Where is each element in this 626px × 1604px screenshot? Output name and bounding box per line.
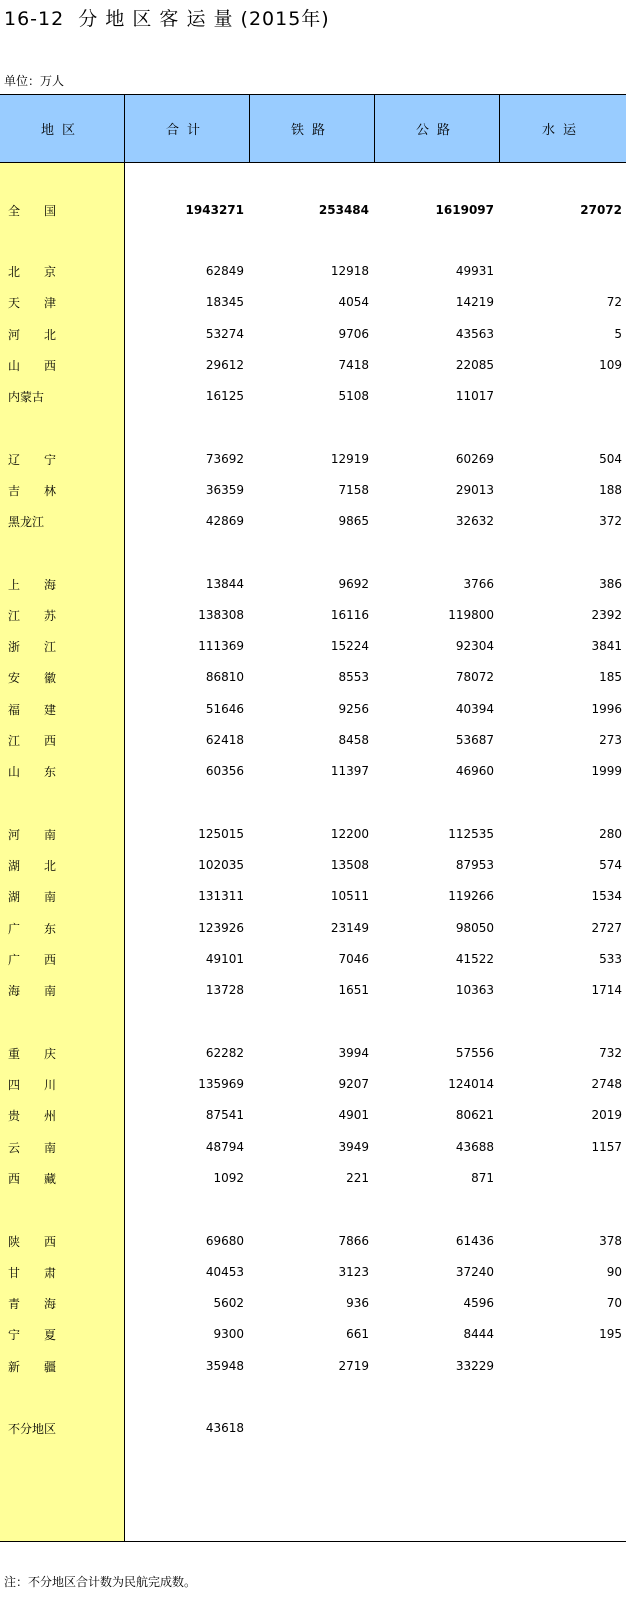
water-value: 3841 [591, 639, 622, 653]
footnote: 注：不分地区合计数为民航完成数。 [4, 1575, 197, 1589]
water-value: 504 [599, 452, 622, 466]
rail-value: 9256 [338, 702, 369, 716]
rail-value: 253484 [318, 203, 369, 217]
road-value: 3766 [463, 577, 494, 591]
water-value: 72 [606, 295, 622, 309]
total-value: 87541 [205, 1108, 244, 1122]
region-name: 湖 北 [8, 858, 63, 873]
total-value: 48794 [205, 1140, 244, 1154]
header-road: 公路 [375, 95, 500, 162]
table-row [0, 824, 626, 844]
total-value: 62418 [205, 733, 244, 747]
water-value: 1714 [591, 983, 622, 997]
region-name: 上 海 [8, 577, 63, 592]
road-value: 33229 [455, 1359, 494, 1373]
rail-value: 5108 [338, 389, 369, 403]
table-row [0, 261, 626, 281]
rail-value: 15224 [330, 639, 369, 653]
region-name: 全 国 [8, 203, 63, 218]
total-value: 29612 [205, 358, 244, 372]
region-name: 湖 南 [8, 889, 63, 904]
region-name: 山 西 [8, 358, 63, 373]
rail-value: 23149 [330, 921, 369, 935]
rail-value: 221 [346, 1171, 369, 1185]
rail-value: 12919 [330, 452, 369, 466]
road-value: 92304 [455, 639, 494, 653]
table-row [0, 355, 626, 375]
total-value: 40453 [205, 1265, 244, 1279]
water-value: 280 [599, 827, 622, 841]
header-region: 地区 [0, 95, 125, 162]
total-value: 1943271 [185, 203, 244, 217]
region-name: 江 西 [8, 733, 63, 748]
header-rail: 铁路 [250, 95, 375, 162]
rail-value: 9706 [338, 327, 369, 341]
road-value: 60269 [455, 452, 494, 466]
table-row [0, 386, 626, 406]
table-row [0, 1043, 626, 1063]
rail-value: 10511 [330, 889, 369, 903]
table-row [0, 200, 626, 220]
rail-value: 4054 [338, 295, 369, 309]
road-value: 29013 [455, 483, 494, 497]
rail-value: 7158 [338, 483, 369, 497]
road-value: 57556 [455, 1046, 494, 1060]
road-value: 119266 [448, 889, 494, 903]
total-value: 60356 [205, 764, 244, 778]
region-name: 浙 江 [8, 639, 63, 654]
road-value: 4596 [463, 1296, 494, 1310]
region-name: 青 海 [8, 1296, 63, 1311]
region-name: 西 藏 [8, 1171, 63, 1186]
rail-value: 936 [346, 1296, 369, 1310]
road-value: 1619097 [435, 203, 494, 217]
total-value: 9300 [213, 1327, 244, 1341]
total-value: 138308 [198, 608, 244, 622]
total-value: 125015 [198, 827, 244, 841]
total-value: 123926 [198, 921, 244, 935]
rail-value: 12918 [330, 264, 369, 278]
road-value: 11017 [455, 389, 494, 403]
rail-value: 7046 [338, 952, 369, 966]
water-value: 2019 [591, 1108, 622, 1122]
region-name: 福 建 [8, 702, 63, 717]
table-row [0, 1074, 626, 1094]
table-row [0, 324, 626, 344]
road-value: 32632 [455, 514, 494, 528]
water-value: 70 [606, 1296, 622, 1310]
region-name: 重 庆 [8, 1046, 63, 1061]
total-value: 36359 [205, 483, 244, 497]
table-row [0, 886, 626, 906]
table-row [0, 1231, 626, 1251]
total-value: 53274 [205, 327, 244, 341]
region-name: 安 徽 [8, 670, 63, 685]
total-value: 13844 [205, 577, 244, 591]
table-row [0, 511, 626, 531]
table-row [0, 1262, 626, 1282]
table-row [0, 761, 626, 781]
water-value: 1157 [591, 1140, 622, 1154]
road-value: 8444 [463, 1327, 494, 1341]
total-value: 42869 [205, 514, 244, 528]
total-value: 49101 [205, 952, 244, 966]
table-row [0, 949, 626, 969]
table-row [0, 855, 626, 875]
road-value: 78072 [455, 670, 494, 684]
table-header [0, 95, 626, 163]
water-value: 2392 [591, 608, 622, 622]
water-value: 27072 [580, 203, 622, 217]
table-row [0, 1168, 626, 1188]
total-value: 73692 [205, 452, 244, 466]
water-value: 372 [599, 514, 622, 528]
rail-value: 12200 [330, 827, 369, 841]
table-row [0, 699, 626, 719]
road-value: 40394 [455, 702, 494, 716]
region-name: 辽 宁 [8, 452, 63, 467]
water-value: 195 [599, 1327, 622, 1341]
table-row [0, 1137, 626, 1157]
water-value: 5 [614, 327, 622, 341]
table-row [0, 605, 626, 625]
rail-value: 4901 [338, 1108, 369, 1122]
road-value: 61436 [455, 1234, 494, 1248]
region-name: 云 南 [8, 1140, 63, 1155]
header-water: 水运 [541, 123, 584, 138]
road-value: 98050 [455, 921, 494, 935]
rail-value: 9865 [338, 514, 369, 528]
table-row [0, 980, 626, 1000]
total-value: 69680 [205, 1234, 244, 1248]
road-value: 46960 [455, 764, 494, 778]
road-value: 871 [471, 1171, 494, 1185]
region-name: 北 京 [8, 264, 63, 279]
rail-value: 13508 [330, 858, 369, 872]
table-row [0, 1293, 626, 1313]
rail-value: 3949 [338, 1140, 369, 1154]
road-value: 112535 [448, 827, 494, 841]
road-value: 119800 [448, 608, 494, 622]
table-row [0, 636, 626, 656]
water-value: 574 [599, 858, 622, 872]
region-name: 天 津 [8, 295, 63, 310]
total-value: 51646 [205, 702, 244, 716]
total-value: 62282 [205, 1046, 244, 1060]
region-name: 海 南 [8, 983, 63, 998]
region-name: 广 东 [8, 921, 63, 936]
total-value: 16125 [205, 389, 244, 403]
table-row [0, 1356, 626, 1376]
rail-value: 1651 [338, 983, 369, 997]
total-value: 135969 [198, 1077, 244, 1091]
water-value: 273 [599, 733, 622, 747]
region-name: 河 北 [8, 327, 63, 342]
total-value: 1092 [213, 1171, 244, 1185]
total-value: 35948 [205, 1359, 244, 1373]
region-name: 江 苏 [8, 608, 63, 623]
water-value: 188 [599, 483, 622, 497]
region-name: 内蒙古 [8, 389, 45, 404]
rail-value: 9207 [338, 1077, 369, 1091]
header-total: 合计 [125, 95, 250, 162]
rail-value: 3123 [338, 1265, 369, 1279]
water-value: 1999 [591, 764, 622, 778]
road-value: 41522 [455, 952, 494, 966]
road-value: 43563 [455, 327, 494, 341]
road-value: 53687 [455, 733, 494, 747]
rail-value: 3994 [338, 1046, 369, 1060]
rail-value: 2719 [338, 1359, 369, 1373]
road-value: 10363 [455, 983, 494, 997]
water-value: 90 [606, 1265, 622, 1279]
water-value: 1996 [591, 702, 622, 716]
water-value: 2748 [591, 1077, 622, 1091]
region-name: 四 川 [8, 1077, 63, 1092]
page-title: 16-12 分 地 区 客 运 量 (2015年) [4, 8, 330, 30]
water-value: 1534 [591, 889, 622, 903]
total-value: 5602 [213, 1296, 244, 1310]
total-value: 131311 [198, 889, 244, 903]
passenger-table [0, 94, 626, 1542]
road-value: 80621 [455, 1108, 494, 1122]
rail-value: 7866 [338, 1234, 369, 1248]
total-value: 111369 [198, 639, 244, 653]
road-value: 43688 [455, 1140, 494, 1154]
total-value: 18345 [205, 295, 244, 309]
unit-label: 单位：万人 [4, 74, 65, 88]
total-value: 102035 [198, 858, 244, 872]
water-value: 185 [599, 670, 622, 684]
rail-value: 8458 [338, 733, 369, 747]
road-value: 87953 [455, 858, 494, 872]
rail-value: 661 [346, 1327, 369, 1341]
table-row [0, 574, 626, 594]
table-row [0, 1324, 626, 1344]
rail-value: 8553 [338, 670, 369, 684]
road-value: 124014 [448, 1077, 494, 1091]
rail-value: 11397 [330, 764, 369, 778]
road-value: 14219 [455, 295, 494, 309]
total-value: 86810 [205, 670, 244, 684]
region-name: 甘 肃 [8, 1265, 63, 1280]
region-name: 宁 夏 [8, 1327, 63, 1342]
table-row [0, 449, 626, 469]
water-value: 732 [599, 1046, 622, 1060]
region-name: 黑龙江 [8, 514, 45, 529]
table-row [0, 1418, 626, 1438]
table-row [0, 1105, 626, 1125]
table-row [0, 292, 626, 312]
table-row [0, 480, 626, 500]
region-name: 河 南 [8, 827, 63, 842]
table-row [0, 667, 626, 687]
total-value: 13728 [205, 983, 244, 997]
region-name: 山 东 [8, 764, 63, 779]
water-value: 378 [599, 1234, 622, 1248]
region-name: 吉 林 [8, 483, 63, 498]
water-value: 533 [599, 952, 622, 966]
rail-value: 7418 [338, 358, 369, 372]
table-row [0, 730, 626, 750]
rail-value: 16116 [330, 608, 369, 622]
road-value: 37240 [455, 1265, 494, 1279]
region-name: 陕 西 [8, 1234, 63, 1249]
total-value: 62849 [205, 264, 244, 278]
road-value: 49931 [455, 264, 494, 278]
water-value: 2727 [591, 921, 622, 935]
region-name: 不分地区 [8, 1421, 57, 1436]
water-value: 386 [599, 577, 622, 591]
road-value: 22085 [455, 358, 494, 372]
region-name: 新 疆 [8, 1359, 63, 1374]
region-name: 贵 州 [8, 1108, 63, 1123]
total-value: 43618 [205, 1421, 244, 1435]
water-value: 109 [599, 358, 622, 372]
table-row [0, 918, 626, 938]
rail-value: 9692 [338, 577, 369, 591]
region-name: 广 西 [8, 952, 63, 967]
